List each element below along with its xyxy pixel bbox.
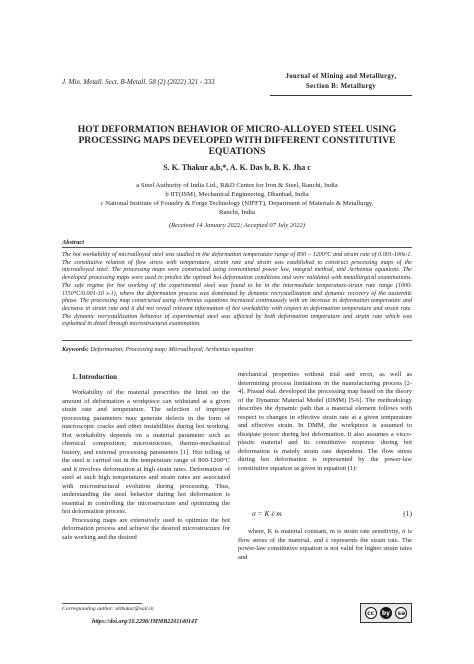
right-paragraph-2: where, K is material constant, m is strain rate sensitivity, σ is flow stress of the material, and έ represents the strain rate. The power-law constitutive equation is not valid for higher strain rates and <box>238 528 412 561</box>
right-paragraph-1: mechanical properties without trial and error, as well as determining process limitations in the manufacturing process [2-4]. Prasad etal. developed the processing map based on the theory of the Dynamic Material Model (DMM) [5-6]. The methodology describes the dynamic path that a material element follows with respect to changes in effective strain rate at a given temperature and effective strain. In DMM, the workpiece is assumed to dissipate power during hot deformation. It also assumes a visco-plastic material and its constitutive response during hot deformation is mainly strain rate dependent. The flow stress during hot deformation is represented by the power-law constitutive equation as given in equation (1): <box>238 371 412 472</box>
equation-text: σ = K έ m <box>252 509 282 518</box>
intro-paragraph-2: Processing maps are extensively used to optimize the hot deformation process and achieve the desired microstructure for safe working and the desired <box>62 516 230 541</box>
abstract-label: Abstract <box>62 239 85 246</box>
paper-title: HOT DEFORMATION BEHAVIOR OF MICRO-ALLOYED STEEL USING PROCESSING MAPS DEVELOPED WITH DIFFERENT CONSTITUTIVE EQUATIONS <box>77 124 397 157</box>
by-icon: by <box>380 607 392 619</box>
affiliation-b: b IIT(ISM), Mechanical Engineering, Dhanbad, India <box>165 191 309 198</box>
affiliation-c-city: Ranchi, India <box>218 209 256 216</box>
keywords <box>62 346 412 353</box>
right-column-bottom <box>238 528 412 562</box>
keywords-list: Deformation; Processing map; Microalloyed; Arrhenius equation <box>90 346 254 353</box>
journal-name: Journal of Mining and Metallurgy, Section B: Metallurgy <box>285 73 397 90</box>
footnote-rule <box>62 603 142 604</box>
section-heading-introduction: 1. Introduction <box>72 373 117 381</box>
equation-number: (1) <box>403 509 412 518</box>
equation-1 <box>238 509 412 518</box>
keywords-label: Keywords: <box>62 346 89 353</box>
abstract-bottom-rule <box>62 340 412 341</box>
doi-link[interactable]: https://doi.org/10.2298/JMMB220114014T <box>92 619 198 625</box>
intro-paragraph-1: Workability of the material prescribes the limit on the amount of deformation a workpiece can withstand at a given strain rate and temperature. The selection of improper processing parameters may generate defects in the form of macroscopic cracks and other instabilities during hot working. Hot workability depends on a material parameter such as chemical composition, microstructure, thermo-mechanical history, and external processing parameters [1]. Hot rolling of the steel is carried out in the temperature range of 800-1200°C and it involves deformation at high strain rates. Deformation of steel at such high temperatures and strain rates are associated with microstructural evolution during processing. Thus, understanding the steel behavior during hot deformation is essential in controlling the microstructure and optimizing the hot deformation process. <box>62 389 230 515</box>
journal-reference: J. Min. Metall. Sect. B-Metall. 58 (2) (2022) 321 - 333 <box>62 78 215 86</box>
abstract-text: The hot workability of microalloyed steel was studied in the deformation temperature range of 850 – 1200°C and strain rate of 0.001-100s-1. The constitutive relation of flow stress with temperature, strain rate and strain was established to construct processing maps of the microalloyed steel. The processing maps were constructed using conventional power law, integral method, and Arrhenius equations. The developed processing maps were used to predict the optimal hot deformation conditions and were validated with metallurgical examinations. The safe regime for hot working of the experimental steel was found to be in the intermediate temperature-strain rate range (1000-1150°C/0.001-10 s-1), where the deformation process was dominated by dynamic recrystallization and dynamic recovery of the austenitic phase. The processing map constructed using Arrhenius equations increased continuously with an increase in deformation temperature and decrease in strain rate and it did not reveal relevant information of hot workability with respect to deformation temperature and strain rate. The dynamic recrystallization behavior of experimental steel was affected by both deformation temperature and strain rate which was explained in detail through microstructural examination. <box>62 252 412 328</box>
header-rule <box>270 95 412 96</box>
received-accepted-dates: (Received 14 January 2022; Accepted 07 July 2022) <box>168 222 306 229</box>
author-list: S. K. Thakur a,b,*, A. K. Das b, B. K. Jha c <box>163 163 311 172</box>
cc-icon: cc <box>365 607 377 619</box>
left-column <box>62 389 230 542</box>
creative-commons-license-badge[interactable] <box>360 603 412 623</box>
affiliation-c: c National Institute of Foundry & Forge Technology (NIFFT), Department of Materials & Metallurgy, <box>100 200 374 207</box>
corresponding-author-footnote: Corresponding author: skthakur@sail.in <box>62 606 154 612</box>
abstract-top-rule <box>62 247 412 248</box>
right-column-top <box>238 371 412 473</box>
affiliation-a: a Steel Authority of India Ltd., R&D Centre for Iron & Steel, Ranchi, India <box>136 182 338 189</box>
sa-icon: sa <box>395 607 407 619</box>
